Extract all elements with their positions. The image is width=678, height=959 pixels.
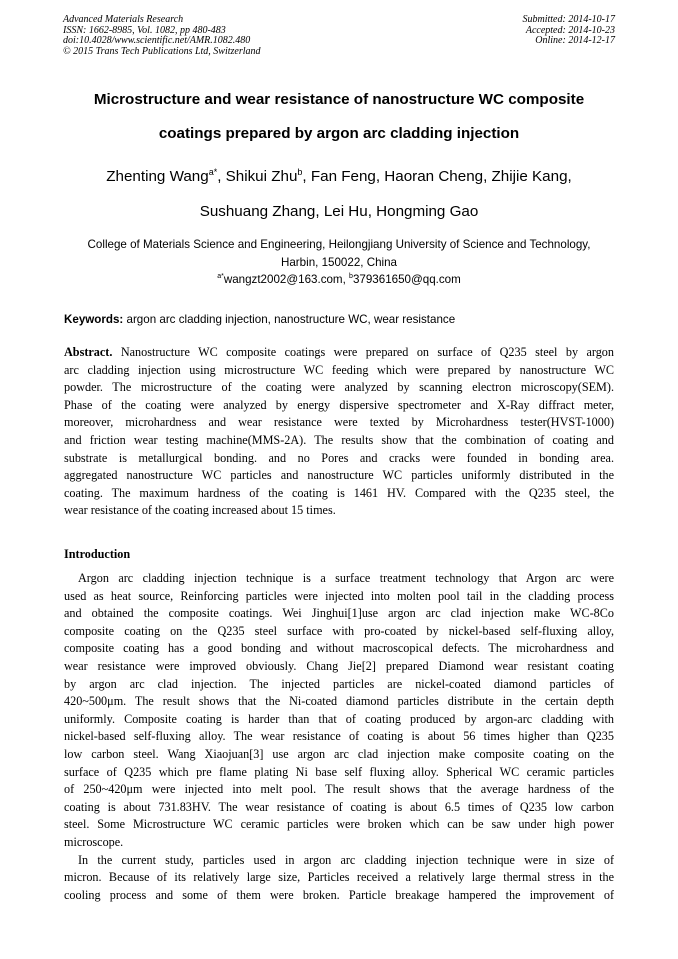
intro-line: cooling process and some of them were broken. Particle breakage hampered the improvement of: [64, 887, 614, 902]
abstract-line: and friction wear testing machine(MMS-2A). The results show that the combination of coating and: [64, 432, 614, 447]
intro-line: steel. Some Microstructure WC ceramic particles were broken which can be saw under high power: [64, 817, 614, 832]
abstract-line: wear resistance of the coating increased about 15 times.: [64, 503, 336, 518]
author-name: , Shikui Zhu: [217, 168, 298, 185]
intro-line: Argon arc cladding injection technique is a surface treatment technology that Argon arc were: [78, 571, 614, 585]
date-accepted: Accepted: 2014-10-23: [525, 24, 615, 36]
intro-line: micron. Because of its relatively large size, Particles received a relatively large thermal stress in the: [64, 870, 614, 885]
affiliation-line-2: Harbin, 150022, China: [280, 256, 398, 269]
abstract-line: arc cladding injection using microstructure WC feeding which were prepared by nanostructure WC: [64, 362, 614, 377]
author-superscript: a*: [208, 167, 218, 177]
intro-line: and obtained the composite coatings. Wei Jinghui[1]use argon arc clad injection make WC-8Co: [64, 606, 614, 621]
abstract-line: Abstract. Nanostructure WC composite coatings were prepared on surface of Q235 steel by argon: [64, 345, 614, 359]
intro-line: nickel-based self-fluxing alloy. The wear resistance of coating is about 56 times higher than Q235: [64, 729, 614, 744]
abstract-line: moreover, microhardness and wear resistance were texted by Microhardness tester(HVST-1000): [64, 415, 614, 430]
affiliation-line-1: College of Materials Science and Engineering, Heilongjiang University of Science and Technology,: [87, 238, 591, 251]
abstract-line: Phase of the coating were analyzed by energy dispersive spectrometer and X-Ray diffract meter,: [64, 397, 614, 412]
email-link[interactable]: wangzt2002@163.com,: [223, 273, 350, 286]
intro-line: In the current study, particles used in argon arc cladding injection technique were in size of: [78, 852, 614, 867]
abstract-line: powder. The microstructure of the coating were analyzed by scanning electron microscopy(SEM).: [64, 380, 614, 395]
author-list-line-2: Sushuang Zhang, Lei Hu, Hongming Gao: [199, 203, 479, 220]
submission-dates: [523, 15, 616, 47]
intro-line: surface of Q235 which pre flame plating Ni base self fluxing alloy. Spherical WC ceramic particles: [64, 764, 614, 779]
journal-info: [63, 15, 261, 57]
intro-line: low carbon steel. Wang Xiaojuan[3] use argon arc clad injection make composite coating on the: [64, 746, 614, 761]
keywords-text: argon arc cladding injection, nanostructure WC, wear resistance: [123, 313, 456, 326]
abstract-line: coating. The maximum hardness of the coating is 1461 HV. Compared with the Q235 steel, the: [64, 485, 614, 500]
section-heading-introduction: Introduction: [64, 547, 131, 561]
author-list-line-1: [30, 168, 648, 185]
email-superscript: a*: [217, 273, 224, 280]
abstract: [64, 344, 614, 520]
author-superscript: b: [297, 167, 303, 177]
intro-line: composite coating has a good bonding and without macroscopical defects. The microhardness and: [64, 641, 614, 656]
date-online: Online: 2014-12-17: [535, 35, 615, 47]
date-submitted: Submitted: 2014-10-17: [522, 14, 615, 25]
intro-line: wear resistance were improved obviously. Chang Jie[2] prepared Diamond wear resistant coating: [64, 658, 614, 673]
intro-line: uniformly. Composite coating is harder than that of coating produced by argon-arc cladding with: [64, 711, 614, 726]
intro-line: used as heat source, Reinforcing particles were injected into molten pool tail in the cladding process: [64, 588, 614, 603]
journal-copyright: © 2015 Trans Tech Publications Ltd, Switzerland: [63, 45, 261, 57]
abstract-line: substrate is metallurgical bonding. and no Pores and cracks were founded in bonding area.: [64, 450, 614, 465]
journal-issn: ISSN: 1662-8985, Vol. 1082, pp 480-483: [63, 24, 226, 36]
abstract-label: Abstract.: [64, 345, 113, 359]
abstract-line: aggregated nanostructure WC particles and nanostructure WC particles uniformly distributed in the: [64, 468, 614, 483]
journal-doi: doi:10.4028/www.scientific.net/AMR.1082.480: [63, 35, 251, 47]
intro-line: composite coating on the Q235 steel surface with pro-coated by nickel-based self-fluxing alloy,: [64, 623, 614, 638]
keywords: [64, 313, 455, 326]
author-names: , Fan Feng, Haoran Cheng, Zhijie Kang,: [302, 168, 572, 185]
intro-line: of 250~420μm were injected into melt pool. The result shows that the average hardness of the: [64, 782, 614, 797]
introduction-body: [64, 570, 614, 904]
intro-line: 420~500μm. The result shows that the Ni-coated diamond particles distribute in the certain depth: [64, 694, 614, 709]
intro-line: microscope.: [64, 834, 124, 849]
email-link[interactable]: 379361650@qq.com: [352, 273, 461, 286]
intro-line: coating is about 731.83HV. The wear resistance of coating is about 6.5 times of Q235 low carbon: [64, 799, 614, 814]
email-superscript: b: [349, 273, 353, 280]
intro-line: by argon arc clad injection. The injected particles are nickel-coated diamond particles of: [64, 676, 614, 691]
journal-name: Advanced Materials Research: [63, 14, 184, 25]
paper-title-line-2: coatings prepared by argon arc cladding injection: [158, 125, 520, 142]
keywords-label: Keywords:: [64, 313, 124, 326]
paper-title-line-1: Microstructure and wear resistance of nanostructure WC composite: [93, 91, 585, 108]
author-emails: [30, 273, 648, 286]
author-name: Zhenting Wang: [106, 168, 209, 185]
